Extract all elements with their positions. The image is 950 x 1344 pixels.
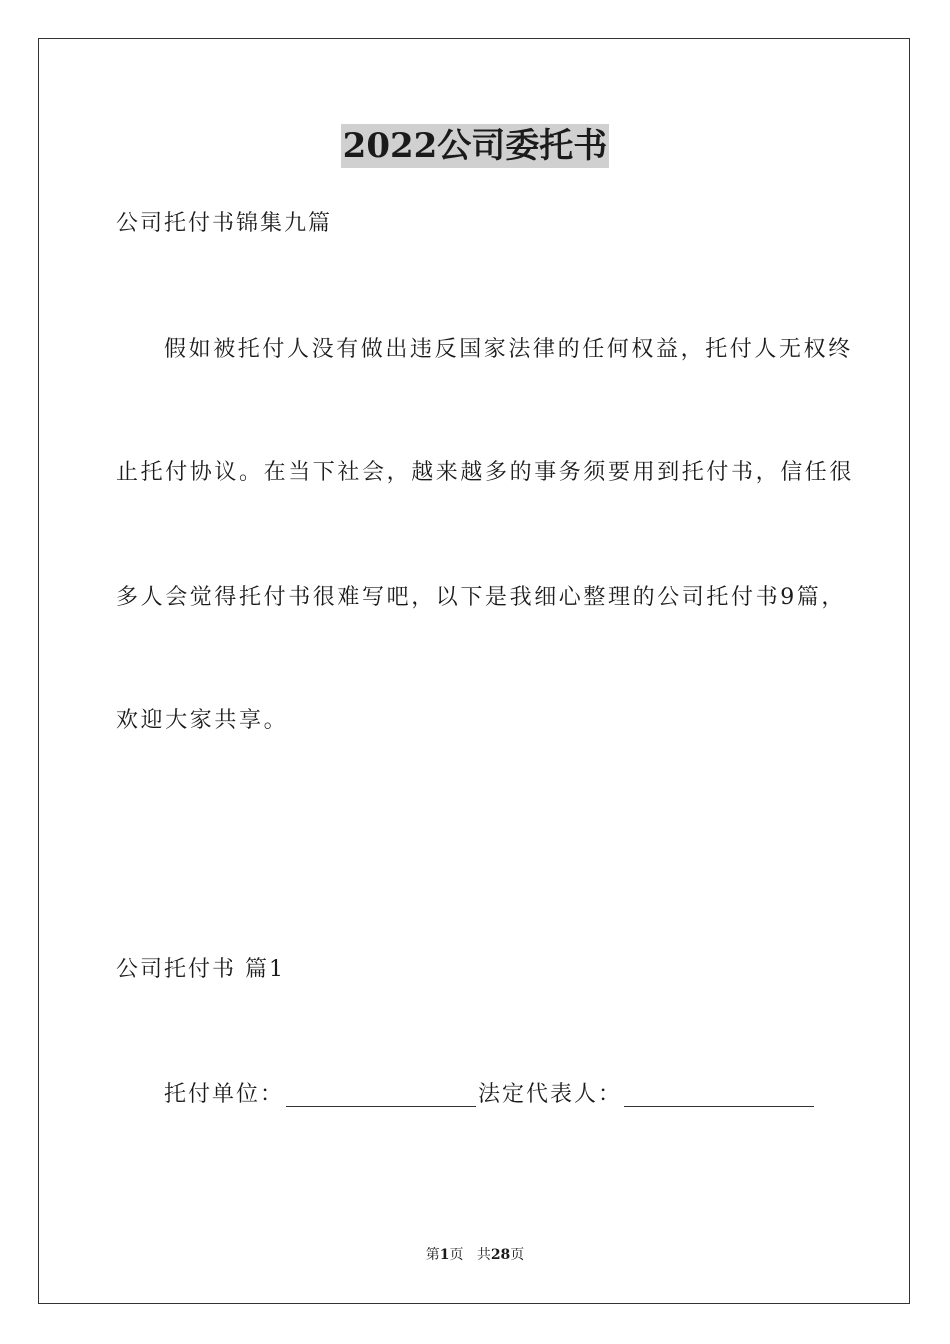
page-footer (0, 1246, 950, 1264)
paragraph-line-3: 多人会觉得托付书很难写吧，以下是我细心整理的公司托付书9篇， (116, 585, 846, 610)
rep-blank-field[interactable] (624, 1084, 814, 1107)
paragraph-line-1: 假如被托付人没有做出违反国家法律的任何权益，托付人无权终 (164, 337, 853, 362)
unit-label: 托付单位： (164, 1082, 285, 1107)
footer-page-number: 1 (439, 1247, 450, 1263)
unit-blank-field[interactable] (286, 1084, 476, 1107)
document-subtitle: 公司托付书锦集九篇 (116, 211, 333, 236)
footer-total-pages: 28 (490, 1247, 511, 1263)
paragraph-line-2: 止托付协议。在当下社会，越来越多的事务须要用到托付书，信任很 (116, 460, 855, 485)
paragraph-line-4: 欢迎大家共享。 (116, 708, 289, 733)
rep-label: 法定代表人： (478, 1082, 623, 1107)
footer-total-prefix: 共 (476, 1247, 491, 1263)
footer-total-suffix: 页 (510, 1247, 525, 1263)
section-heading: 公司托付书 篇1 (116, 957, 285, 982)
document-title: 2022公司委托书 (342, 126, 608, 166)
title-container (0, 124, 950, 168)
form-row (164, 1080, 816, 1110)
footer-prefix: 第 (425, 1247, 440, 1263)
footer-page-suffix: 页 (449, 1247, 464, 1263)
